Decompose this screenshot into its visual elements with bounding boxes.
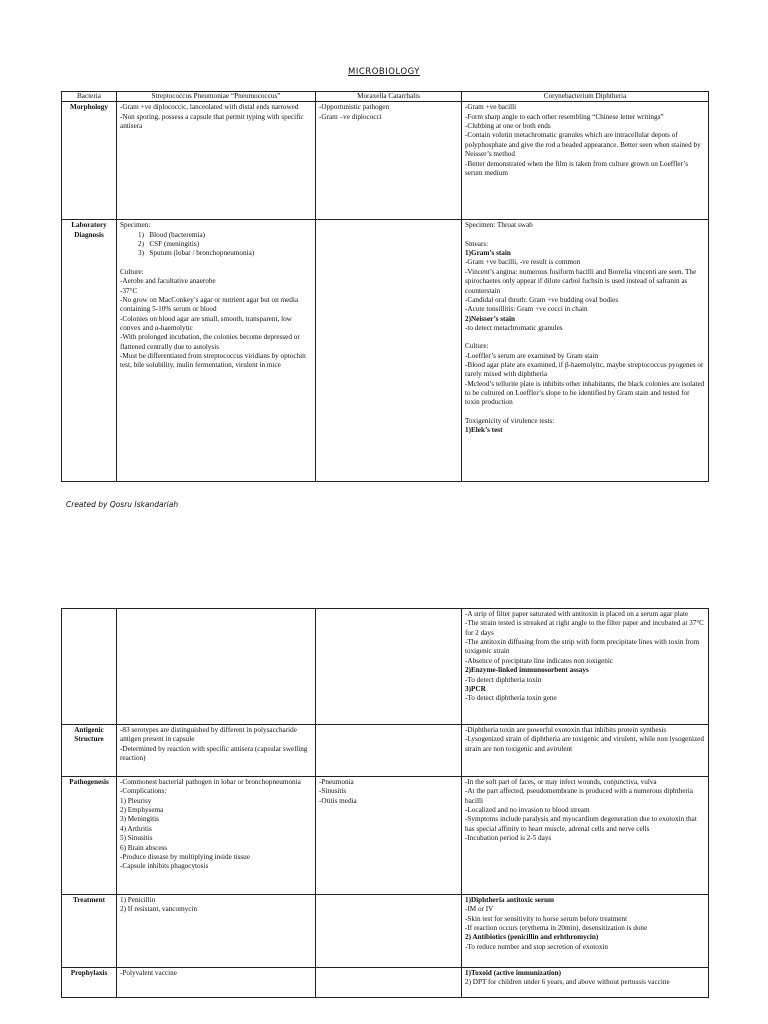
continued-row [62, 609, 709, 725]
cell-line: -Capsule inhibits phagocytosis [120, 862, 209, 871]
lab-diagnosis-row [62, 220, 709, 482]
cell-line: 1) Blood (bacteremia) [138, 230, 206, 239]
cell-line: Smears: [465, 239, 489, 248]
cell-line: -IM or IV [465, 905, 494, 914]
cell-line: -Incubation period is 2-5 days [465, 834, 552, 843]
cell-line: 6) Brain abscess [120, 843, 168, 852]
cell-line: -37°C [120, 286, 138, 295]
cell-line: -No grow on MacConkey’s agar or nutrient agar but on media containing 5-10% serum or blood [120, 295, 299, 314]
cell-line: -Gram +ve bacilli [465, 103, 517, 112]
header-corynebacterium: Corynebacterium Diphtheria [462, 92, 709, 102]
cell-line: -Acute tonsillitis: Gram +ve cocci in chain [465, 305, 588, 314]
antigenic-strep-cell [117, 725, 316, 777]
microbiology-table-page2 [61, 608, 709, 998]
cell-line: Specimen: Throat swab [465, 221, 533, 230]
row-label-treatment: Treatment [62, 895, 117, 968]
header-bacteria: Bacteria [62, 92, 117, 102]
cell-line: -Gram –ve diplococci [319, 112, 382, 121]
cell-line: -Blood agar plate are examined, if β-haemolyitc, maybe streptococcus pyogenes or rarely mixed with diphtheria [465, 361, 704, 379]
cell-line: -To reduce number and stop secretion of exotoxin [465, 942, 609, 951]
header-row [62, 92, 709, 102]
cell-line: 2)Neisser’s stain [465, 314, 515, 323]
cell-line: -To detect diphtheria toxin gene [465, 694, 557, 703]
cell-line: 2) DPT for children under 6 years, and above without pertussis vaccine [465, 978, 670, 987]
cell-line: 2) Emphysema [120, 806, 164, 815]
cell-line: Culture: [465, 342, 489, 351]
cell-line: -Loeffler’s serum are examined by Gram stain [465, 351, 599, 360]
cell-line: 5) Sinusitis [120, 834, 153, 843]
cell-line: Specimen: [120, 221, 151, 230]
morphology-strep-cell [117, 102, 316, 220]
cell-line: 4) Arthritis [120, 824, 152, 833]
credit-text: Created by Qosru Iskandariah [66, 500, 179, 509]
pathogenesis-row [62, 777, 709, 895]
cell-line: -A strip of filter paper saturated with antitoxin is placed on a serum agar plate [465, 610, 689, 618]
cell-line: -With prolonged incubation, the colonies become depressed or flattened centrally due to autolysis [120, 333, 300, 351]
pathogenesis-morax-cell [316, 777, 462, 895]
cell-line: -Better demonstrated when the film is taken from culture grown on Loeffler’s serum medium [465, 159, 689, 177]
microbiology-table-page1 [61, 91, 709, 482]
cell-line: -If reaction occurs (erythema in 20min), desensitization is done [465, 924, 648, 933]
cell-line: -Diphtheria toxin are powerful exotoxin that inhibits protein synthesis [465, 726, 667, 734]
cell-line: 3) Meningitis [120, 815, 159, 824]
cell-line: 1) Pleurisy [120, 796, 152, 805]
cell-line: -Commonest bacterial pathogen in lobar or bronchopneumonia [120, 778, 301, 786]
empty-label-cell [62, 609, 117, 725]
row-label-antigenic: Antigenic Structure [62, 725, 117, 777]
cell-line: -Must be differentiated from streptococcus viridians by optochin test, bile solubility, inulin fermentation, virulent in mice [120, 352, 306, 370]
antigenic-coryne-cell [462, 725, 709, 777]
row-label-prophylaxis: Prophylaxis [62, 968, 117, 998]
antigenic-morax-cell [316, 725, 462, 777]
morphology-row [62, 102, 709, 220]
cell-line: 2)Enzyme-linked immunosorbent assays [465, 666, 589, 675]
pathogenesis-strep-cell [117, 777, 316, 895]
cell-line: 2) If resistant, vancomycin [120, 905, 198, 914]
continued-coryne-cell [462, 609, 709, 725]
cell-line: -Skin test for sensitivity to horse serum before treatment [465, 914, 628, 923]
cell-line: Culture: [120, 267, 144, 276]
cell-line: 3)PCR [465, 684, 486, 693]
treatment-coryne-cell [462, 895, 709, 968]
cell-line: -At the part affected, pseudomembrane is produced with a numerous diphtheria bacilli [465, 787, 693, 805]
cell-line: -Polyvalent vaccine [120, 969, 177, 977]
cell-line: Toxigenicity of virulence tests: [465, 416, 555, 425]
lab-morax-cell [316, 220, 462, 482]
prophylaxis-strep-cell [117, 968, 316, 998]
cell-line: 2) CSF (meningitis) [138, 240, 200, 249]
cell-line: -Absence of precipitate line indicates non toxigenic [465, 656, 614, 665]
cell-line: 2) Antibiotics (penicillin and erhthromycin) [465, 933, 599, 942]
prophylaxis-coryne-cell [462, 968, 709, 998]
cell-line: -Vincent’s angina: numerous fusiform bacilli and Borrelia vincenti are seen. The spirochaetes only appear if dilute carbol fuchsin is used instead of safranin as counterstain [465, 267, 697, 295]
cell-line: -To detect diphtheria toxin [465, 675, 542, 684]
cell-line: -Lysogenized strain of diphtheria are toxigenic and virulent, while non lysogenized strain are non toxigenic and avirulent [465, 735, 704, 753]
cell-line: -The strain tested is streaked at right angle to the filter paper and incubated at 37°C for 2 days [465, 619, 704, 637]
treatment-strep-cell [117, 895, 316, 968]
lab-strep-cell [117, 220, 316, 482]
cell-line: -Opportunistic pathogen [319, 103, 390, 112]
prophylaxis-row [62, 968, 709, 998]
cell-line: 3) Sputum (lobar / bronchopneumonia) [138, 249, 255, 258]
cell-line: -Non sporing, possess a capsule that permit typing with specific antisera [120, 112, 304, 131]
document-title: MICROBIOLOGY [348, 67, 420, 77]
cell-line: -Mcleod’s tellurite plate is inhibits other inhabitants, the black colonies are isolated to be cultured on Loeffler’s slope to be identified by Gram stain and tested for toxin production [465, 379, 705, 407]
prophylaxis-morax-cell [316, 968, 462, 998]
cell-line: 1)Gram’s stain [465, 249, 511, 258]
empty-morax-cell [316, 609, 462, 725]
row-label-lab-diagnosis: Laboratory Diagnosis [62, 220, 117, 482]
treatment-morax-cell [316, 895, 462, 968]
empty-strep-cell [117, 609, 316, 725]
cell-line: -Pneumonia [319, 778, 354, 786]
cell-line: -The antitoxin diffusing from the strip with form precipitate lines with toxin from toxigenic strain [465, 638, 700, 656]
cell-line: 1)Elek’s test [465, 426, 503, 435]
cell-line: -Determined by reaction with specific antisera (capsular swelling reaction) [120, 744, 308, 763]
cell-line: -Gram +ve bacilli, -ve result is common [465, 258, 581, 267]
cell-line: -Gram +ve diplococcic, lanceolated with distal ends narrowed [120, 103, 299, 112]
cell-line: -to detect metachromatic granules [465, 323, 563, 332]
cell-line: -In the soft part of faces, or may infect wounds, conjunctiva, vulva [465, 778, 657, 786]
cell-line: 1) Penicillin [120, 896, 156, 904]
cell-line: -Candidal oral thruth: Gram +ve budding oval bodies [465, 295, 619, 304]
cell-line: -Complications: [120, 787, 167, 796]
morphology-morax-cell [316, 102, 462, 220]
cell-line: -Produce disease by multiplying inside tissue [120, 852, 250, 861]
cell-line: -Form sharp angle to each other resembling “Chinese letter writings” [465, 112, 664, 121]
cell-line: -Otitis media [319, 796, 357, 805]
cell-line: -Contain volutin metachromatic granules which are intracellular depots of polyphosphate and give the rod a beaded appearance. Better seen when stained by Neisser’s method [465, 131, 701, 159]
morphology-coryne-cell [462, 102, 709, 220]
treatment-row [62, 895, 709, 968]
cell-line: -Sinusitis [319, 787, 347, 796]
row-label-morphology: Morphology [62, 102, 117, 220]
antigenic-structure-row [62, 725, 709, 777]
cell-line: -83 serotypes are distinguished by different in polysaccharide antigen present in capsule [120, 726, 297, 744]
header-moraxella: Moraxella Catarrhalis [316, 92, 462, 102]
header-streptococcus: Streptococcus Pneumoniae “Pneumococcus” [117, 92, 316, 102]
cell-line: -Localized and no invasion to blood stream [465, 806, 590, 815]
cell-line: 1)Toxoid (active immunization) [465, 969, 561, 977]
cell-line: -Symptoms include paralysis and myocardium degeneration due to exotoxin that has special affinity to heart muscle, adrenal cells and nerve cells [465, 815, 697, 833]
cell-line: 1)Diphtheria antitoxic serum [465, 896, 555, 904]
cell-line: -Clubbing at one or both ends [465, 122, 551, 131]
cell-line: -Colonies on blood agar are small, smooth, transparent, low convex and α-haemolytic [120, 314, 292, 332]
cell-line: -Aerobe and facultative anaerobe [120, 277, 216, 286]
pathogenesis-coryne-cell [462, 777, 709, 895]
row-label-pathogenesis: Pathogenesis [62, 777, 117, 895]
lab-coryne-cell [462, 220, 709, 482]
